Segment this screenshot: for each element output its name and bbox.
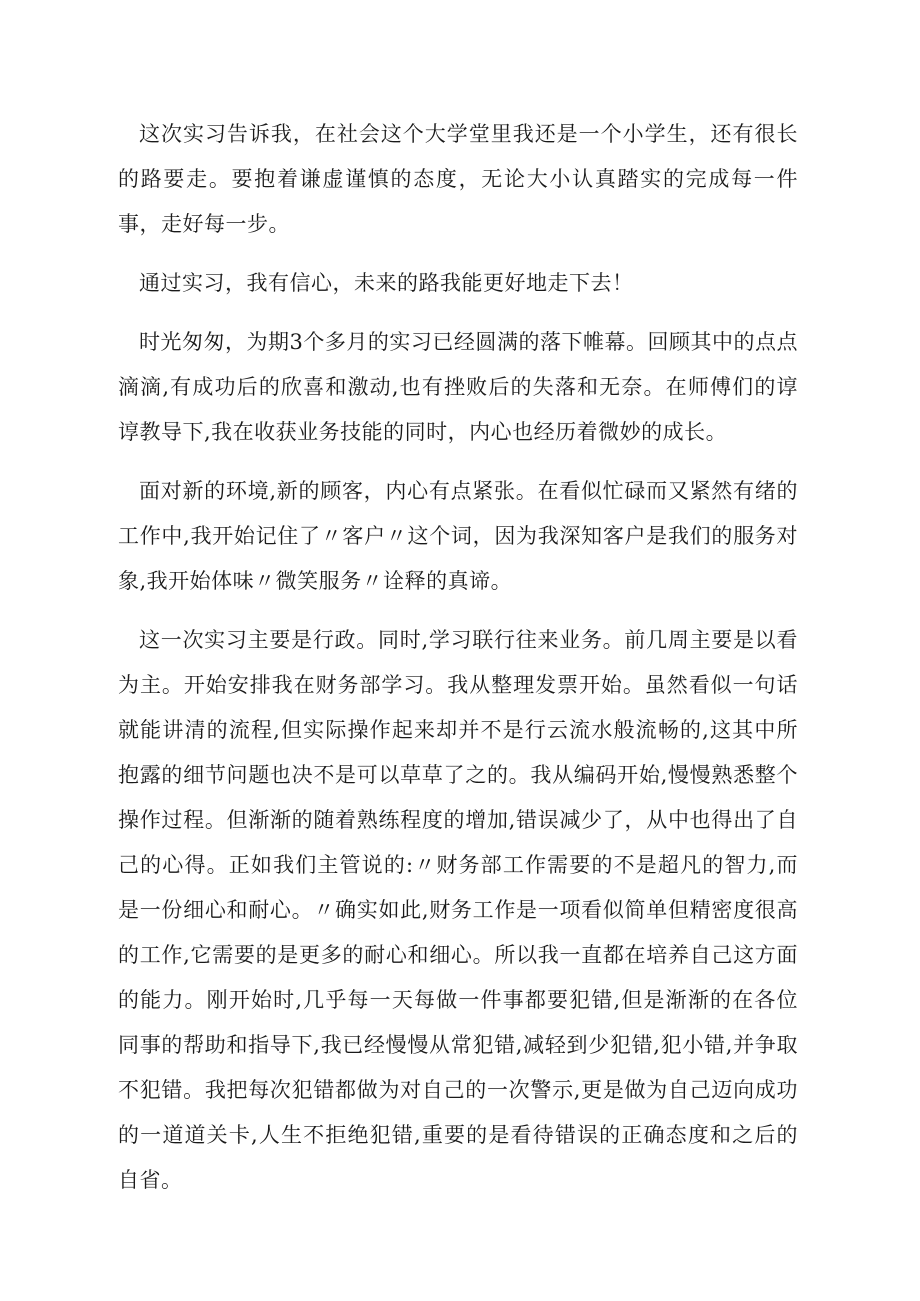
paragraph-confidence: 通过实习，我有信心，未来的路我能更好地走下去！: [139, 271, 634, 295]
paragraph-finance-work: 这一次实习主要是行政。同时,学习联行往来业务。前几周主要是以看为主。开始安排我在财务部学习。我从整理发票开始。虽然看似一句话就能讲清的流程,但实际操作起来却并不是行云流水般流畅的,这其中所抱露的细节问题也决不是可以草草了之的。我从编码开始,慢慢熟悉整个操作过程。但渐渐的随着熟练程度的增加,错误减少了，从中也得出了自己的心得。正如我们主管说的:〃财务部工作需要的不是超凡的智力,而是一份细心和耐心。〃确实如此,财务工作是一项看似简单但精密度很高的工作,它需要的是更多的耐心和细心。所以我一直都在培养自己这方面的能力。刚开始时,几乎每一天每做一件事都要犯错,但是渐渐的在各位同事的帮助和指导下,我已经慢慢从常犯错,减轻到少犯错,犯小错,并争取不犯错。我把每次犯错都做为对自己的一次警示,更是做为自己迈向成功的一道道关卡,人生不拒绝犯错,重要的是看待错误的正确态度和之后的自省。: [118, 628, 798, 1192]
paragraph-new-environment: 面对新的环境,新的顾客，内心有点紧张。在看似忙碌而又紧然有绪的工作中,我开始记住了〃客户〃这个词，因为我深知客户是我们的服务对象,我开始体味〃微笑服务〃诠释的真谛。: [118, 479, 798, 593]
paragraph-internship-lesson: 这次实习告诉我，在社会这个大学堂里我还是一个小学生，还有很长的路要走。要抱着谦虚谨慎的态度，无论大小认真踏实的完成每一件事，走好每一步。: [118, 122, 798, 236]
document-body: [118, 112, 798, 1217]
paragraph-time-review: 时光匆匆，为期3个多月的实习已经圆满的落下帷幕。回顾其中的点点滴滴,有成功后的欣喜和激动,也有挫败后的失落和无奈。在师傅们的谆谆教导下,我在收获业务技能的同时，内心也经历着微妙的成长。: [118, 330, 798, 444]
